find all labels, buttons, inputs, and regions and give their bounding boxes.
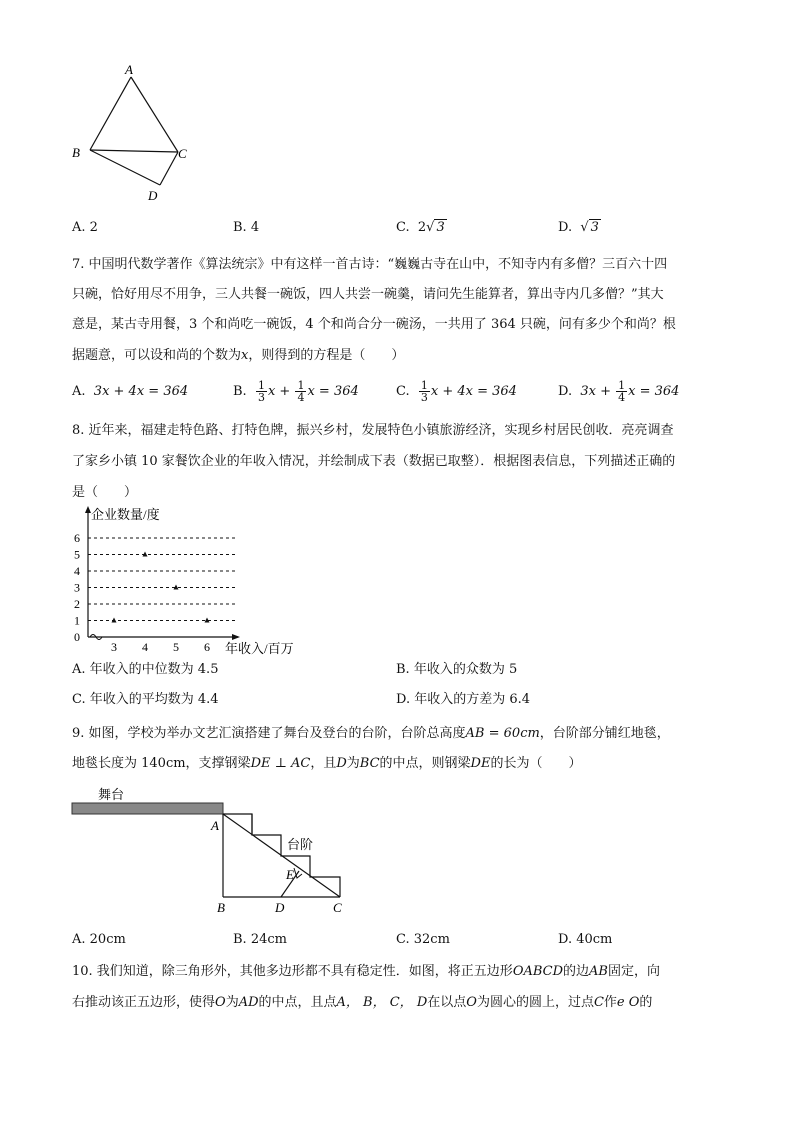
label-c: C [178, 146, 187, 161]
q8-line-1: 8. 近年来，福建走特色路、打特色牌，振兴乡村，发展特色小镇旅游经济，实现乡村居民创收．亮亮调查 [72, 423, 674, 438]
q9-line-1: 9. 如图，学校为举办文艺汇演搭建了舞台及登台的台阶，台阶总高度AB = 60cm，台阶部分铺红地毯， [72, 726, 670, 741]
label-c: C [333, 900, 342, 915]
y-tick-label: 2 [74, 597, 80, 611]
q7-option-b[interactable]: B. $\frac{1}{3}$ x + $\frac{1}{4}$ x = 364 [233, 379, 359, 404]
label-b: B [217, 900, 225, 915]
triangle-figure [70, 60, 200, 210]
x-tick-label: 4 [142, 640, 148, 654]
x-axis-arrow [232, 634, 240, 640]
x-tick-label: 5 [173, 640, 179, 654]
stage-board [72, 803, 223, 814]
q9-line-2: 地毯长度为 140cm，支撑钢梁DE ⊥ AC，且D为BC的中点，则钢梁DE的长为（ ） [72, 756, 582, 771]
label-steps: 台阶 [287, 837, 314, 852]
label-b: B [72, 145, 80, 160]
x-axis-title: 年收入/百万 [225, 641, 294, 656]
label-stage: 舞台 [98, 787, 125, 802]
q10-line-2: 右推动该正五边形，使得O为AD的中点，且点A， B， C， D在以点O为圆心的圆上，过点C作e O的 [72, 995, 653, 1010]
q9-option-c[interactable]: C. 32cm [396, 932, 450, 947]
q7-option-a[interactable]: A. 3x + 4x = 364 [72, 384, 189, 399]
data-point [205, 618, 210, 623]
edge-ac [131, 77, 178, 152]
q8-option-a[interactable]: A. 年收入的中位数为 4.5 [72, 662, 219, 677]
label-a: A [125, 62, 133, 77]
y-tick-label: 6 [74, 531, 80, 545]
q8-line-3: 是（ ） [72, 485, 138, 500]
q8-option-d[interactable]: D. 年收入的方差为 6.4 [396, 692, 531, 707]
stage-steps-figure [70, 785, 360, 920]
y-tick-label: 0 [74, 630, 80, 644]
data-point [174, 585, 179, 590]
q10-line-1: 10. 我们知道，除三角形外，其他多边形都不具有稳定性．如图，将正五边形OABCD的边AB固定，向 [72, 964, 661, 979]
q8-option-b[interactable]: B. 年收入的众数为 5 [396, 662, 518, 677]
y-tick-label: 5 [74, 547, 80, 562]
q9-option-d[interactable]: D. 40cm [558, 932, 613, 947]
edge-cd [160, 152, 178, 185]
q6-option-b[interactable]: B. 4 [233, 220, 260, 235]
q7-line-4: 据题意，可以设和尚的个数为x，则得到的方程是（ ） [72, 348, 405, 363]
q8-option-c[interactable]: C. 年收入的平均数为 4.4 [72, 692, 219, 707]
label-a: A [211, 818, 219, 833]
edge-ab [90, 77, 131, 150]
y-axis-title: 企业数量/度 [91, 507, 160, 522]
y-tick-label: 1 [74, 613, 80, 628]
label-d: D [275, 900, 285, 915]
income-scatter-chart [60, 505, 320, 655]
y-tick-label: 4 [74, 564, 80, 578]
data-point [143, 552, 148, 557]
q7-line-3: 意是，某古寺用餐，3 个和尚吃一碗饭，4 个和尚合分一碗汤，一共用了 364 只碗，问有多少个和尚？根 [72, 317, 676, 332]
label-e: E [286, 867, 294, 882]
q7-option-c[interactable]: C. $\frac{1}{3}$ x + 4x = 364 [396, 379, 517, 404]
q9-option-b[interactable]: B. 24cm [233, 932, 287, 947]
q9-option-a[interactable]: A. 20cm [72, 932, 126, 947]
q6-option-c[interactable]: C. 2√ 3 [396, 220, 445, 235]
q6-option-d[interactable]: D. √ 3 [558, 220, 599, 235]
x-tick-label: 6 [204, 640, 210, 654]
label-d: D [148, 188, 158, 203]
y-tick-label: 3 [74, 580, 80, 595]
data-point [112, 618, 117, 623]
q7-option-d[interactable]: D. 3x + $\frac{1}{4}$ x = 364 [558, 379, 680, 404]
q8-line-2: 了家乡小镇 10 家餐饮企业的年收入情况，并绘制成下表（数据已取整）．根据图表信息，下列描述正确的 [72, 454, 676, 469]
q6-option-a[interactable]: A. 2 [72, 220, 98, 235]
q7-line-1: 7. 中国明代数学著作《算法统宗》中有这样一首古诗：“巍巍古寺在山中，不知寺内有多僧？三百六十四 [72, 257, 668, 272]
q7-line-2: 只碗，恰好用尽不用争，三人共餐一碗饭，四人共尝一碗羹，请问先生能算者，算出寺内几多僧？”其大 [72, 287, 664, 302]
edge-bc [90, 150, 178, 152]
edge-bd [90, 150, 160, 185]
x-tick-label: 3 [111, 640, 117, 654]
